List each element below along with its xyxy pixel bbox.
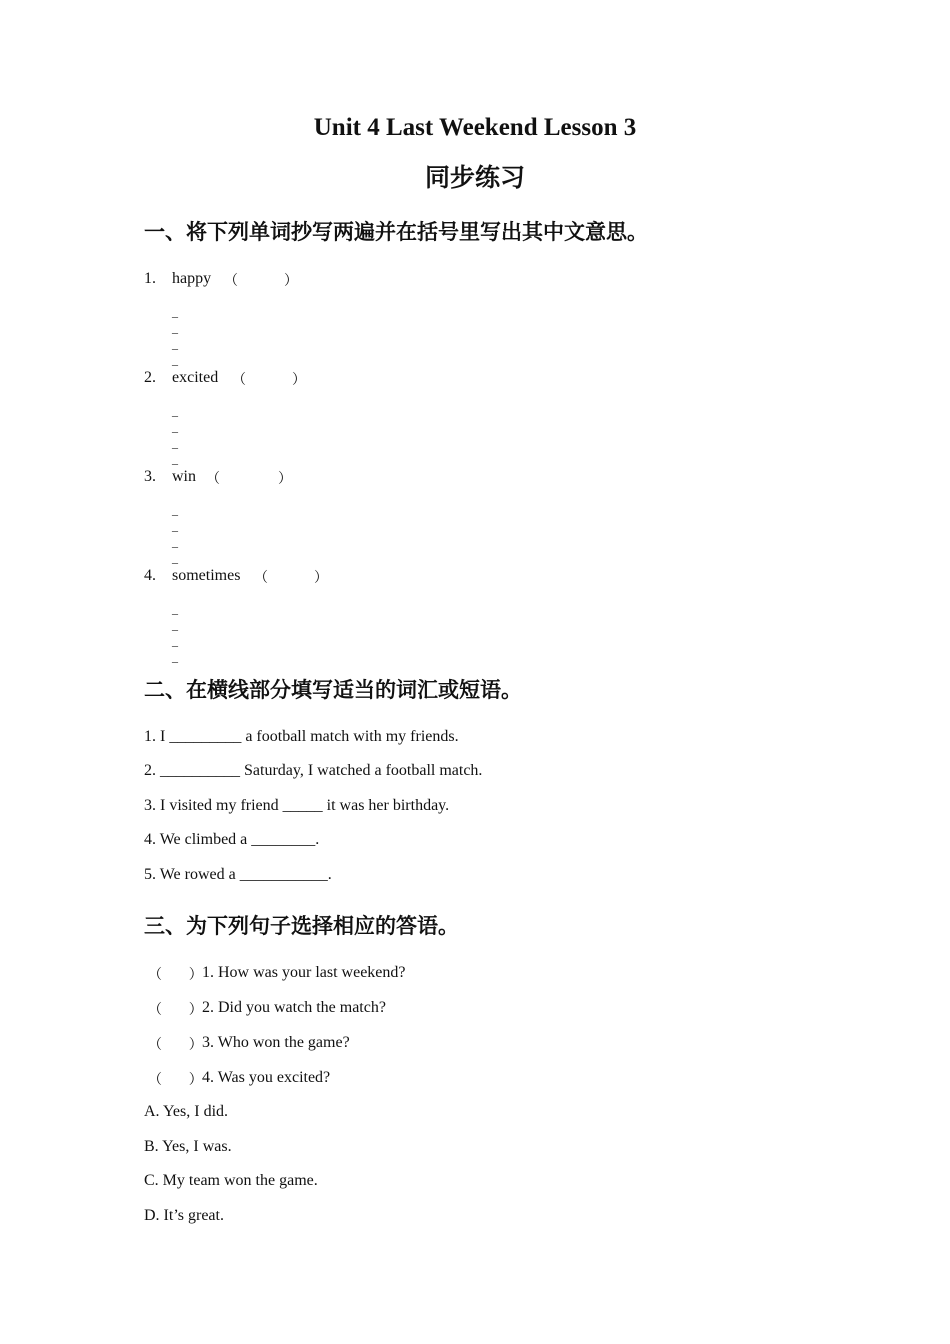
copy-line[interactable]: _	[172, 321, 178, 335]
fill-blank-item[interactable]: 1. I _________ a football match with my friends.	[144, 728, 459, 745]
fill-blank-item[interactable]: 2. __________ Saturday, I watched a football match.	[144, 762, 483, 779]
copy-line[interactable]: _	[172, 535, 178, 549]
copy-line[interactable]: _	[172, 551, 178, 565]
section-3-heading: 三、为下列句子选择相应的答语。	[144, 914, 459, 938]
paren-open: （	[206, 471, 220, 487]
answer-option: A. Yes, I did.	[144, 1103, 229, 1120]
paren-close: ）	[292, 372, 306, 388]
copy-line[interactable]: _	[172, 420, 178, 434]
copy-lines	[172, 601, 178, 665]
paren-close: ）	[284, 273, 298, 289]
answer-option: B. Yes, I was.	[144, 1138, 232, 1155]
copy-line[interactable]: _	[172, 436, 178, 450]
copy-line[interactable]: _	[172, 519, 178, 533]
page-title: Unit 4 Last Weekend Lesson 3	[313, 114, 637, 141]
answer-paren[interactable]: （ ）	[148, 1037, 203, 1053]
question-text: 4. Was you excited?	[202, 1069, 331, 1086]
question-text: 3. Who won the game?	[202, 1034, 350, 1051]
item-number: 4.	[144, 567, 156, 584]
item-number: 2.	[144, 369, 156, 386]
copy-line[interactable]: _	[172, 305, 178, 319]
paren-close: ）	[278, 471, 292, 487]
fill-blank-item[interactable]: 5. We rowed a ___________.	[144, 866, 332, 883]
copy-line[interactable]: _	[172, 634, 178, 648]
answer-option: C. My team won the game.	[144, 1172, 318, 1189]
question-text: 2. Did you watch the match?	[202, 999, 386, 1016]
item-number: 3.	[144, 468, 156, 485]
paren-open: （	[224, 273, 238, 289]
vocab-word: excited	[172, 369, 219, 386]
answer-paren[interactable]: （ ）	[148, 967, 203, 983]
section-2-heading: 二、在横线部分填写适当的词汇或短语。	[144, 678, 522, 702]
item-number: 1.	[144, 270, 156, 287]
copy-line[interactable]: _	[172, 404, 178, 418]
vocab-word: happy	[172, 270, 212, 287]
question-text: 1. How was your last weekend?	[202, 964, 406, 981]
answer-paren[interactable]: （ ）	[148, 1002, 203, 1018]
answer-option: D. It’s great.	[144, 1207, 224, 1224]
copy-line[interactable]: _	[172, 602, 178, 616]
fill-blank-item[interactable]: 3. I visited my friend _____ it was her birthday.	[144, 797, 450, 814]
fill-blank-item[interactable]: 4. We climbed a ________.	[144, 831, 320, 848]
copy-line[interactable]: _	[172, 503, 178, 517]
copy-line[interactable]: _	[172, 650, 178, 664]
copy-line[interactable]: _	[172, 353, 178, 367]
section-1-heading: 一、将下列单词抄写两遍并在括号里写出其中文意思。	[144, 220, 648, 244]
vocab-word: sometimes	[172, 567, 241, 584]
copy-line[interactable]: _	[172, 337, 178, 351]
copy-lines	[172, 502, 178, 566]
copy-lines	[172, 403, 178, 467]
copy-lines	[172, 304, 178, 368]
copy-line[interactable]: _	[172, 618, 178, 632]
answer-paren[interactable]: （ ）	[148, 1072, 203, 1088]
paren-close: ）	[314, 570, 328, 586]
page-subtitle: 同步练习	[424, 163, 525, 192]
copy-line[interactable]: _	[172, 452, 178, 466]
vocab-word: win	[172, 468, 196, 485]
paren-open: （	[232, 372, 246, 388]
paren-open: （	[254, 570, 268, 586]
